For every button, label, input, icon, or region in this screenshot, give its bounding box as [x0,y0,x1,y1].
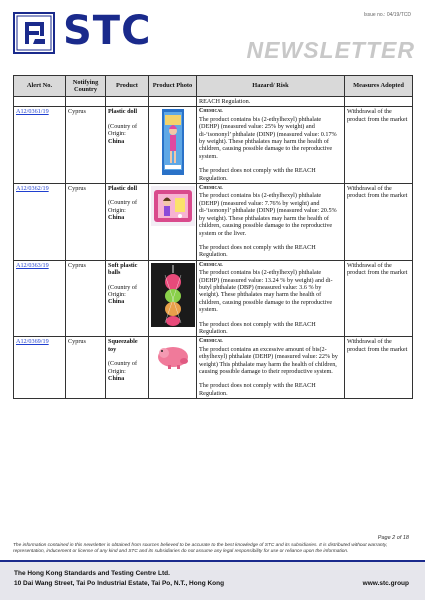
balls-net-photo [151,263,195,327]
stc-emblem-icon [13,12,55,54]
photo-cell [149,184,197,261]
origin-label: (Country of Origin: [108,199,138,214]
alert-link[interactable]: A12/0362/19 [16,185,49,193]
origin-label: (Country of Origin: [108,283,138,298]
page-number: Page 2 of 18 [377,535,409,541]
measures-cell: Withdrawal of the product from the market [345,337,413,399]
measures-cell: Withdrawal of the product from the market [345,107,413,184]
alert-cell [14,107,66,184]
origin-value: China [108,375,125,382]
hazard-compliance: The product does not comply with the REACH Regulation. [199,382,316,397]
origin-label: (Country of Origin: [108,360,138,375]
issue-number: Issue no.: 04/19/TCD [363,12,411,18]
doll-package-photo [151,186,195,226]
product-name: Squeezable toy [108,338,138,353]
doll-box-photo [162,109,184,175]
hazard-category: Chemical [199,185,223,192]
hazard-cell [197,107,345,184]
column-header-product: Product [106,76,149,97]
hazard-category: Chemical [199,338,223,345]
origin-label: (Country of Origin: [108,122,138,138]
photo-cell [149,260,197,337]
country-cell: Cyprus [66,337,106,399]
product-cell [106,107,149,184]
continuation-row [14,97,413,107]
footer-address: 10 Dai Wang Street, Tai Po Industrial Estate, Tai Po, N.T., Hong Kong [14,580,225,587]
hazard-category: Chemical [199,261,223,268]
column-header-hazard: Hazard/ Risk [197,76,345,97]
table-row [14,260,413,337]
product-cell [106,184,149,261]
table-row [14,107,413,184]
column-header-measures: Measures Adopted [345,76,413,97]
continuation-text: REACH Regulation. [197,97,345,107]
product-name: Plastic doll [108,185,138,193]
hazard-compliance: The product does not comply with the REACH Regulation. [199,167,316,182]
table-row [14,337,413,399]
alert-link[interactable]: A12/0363/19 [16,261,49,269]
footer-website[interactable]: www.stc.group [362,580,409,587]
product-name: Plastic doll [108,108,138,116]
disclaimer-text: The information contained in this newsletter is obtained from sources believed to be accurate to the best knowledge of STC and its subsidiaries. It is distributed without warranty, representation, inducement or license of any kind and STC and its subsidiaries do not assume any legal responsibility for use or reliance upon the information. [13,543,388,554]
hazard-text: The product contains bis (2-ethylhexyl) phthalate (DEHP) (measured value: 13.24 % by weight) and di-butyl phthalate (DBP) (measured value: 3.6 % by weight). These phthalates may harm the health of children, causing possible damage to the reproductive system. [199,269,333,314]
hazard-cell [197,184,345,261]
alert-cell [14,260,66,337]
brand-text: STC [63,8,152,54]
column-header-photo: Product Photo [149,76,197,97]
country-cell: Cyprus [66,260,106,337]
hazard-text: The product contains an excessive amount of bis(2-ethylhexyl) phthalate (DEHP) (measured value: 22% by weight) This phthalate may harm the health of children, causing possible damage to their reproductive system. [199,345,338,375]
photo-cell [149,107,197,184]
stc-logo [13,8,213,54]
hazard-cell [197,260,345,337]
origin-value: China [108,214,125,222]
country-cell: Cyprus [66,184,106,261]
hazard-text: The product contains bis (2-ethylhexyl) phthalate (DEHP) (measured value: 7.76% by weight) and di-‘isononyl’ phthalate (DINP) (measured value: 20.5% by weight). These phthalates may harm the health of children, causing possible damage to the reproductive system or the liver. [199,192,337,237]
alert-link[interactable]: A12/0361/19 [16,108,49,116]
alerts-table [13,75,413,399]
newsletter-title: NEWSLETTER [246,37,415,63]
squeeze-toy-photo [153,339,193,371]
hazard-cell [197,337,345,399]
hazard-category: Chemical [199,108,223,115]
hazard-compliance: The product does not comply with the REACH Regulation. [199,243,316,259]
product-cell [106,337,149,399]
column-header-alert-no: Alert No. [14,76,66,97]
measures-cell: Withdrawal of the product from the market [345,260,413,337]
alert-cell [14,337,66,399]
product-cell [106,260,149,337]
table-row [14,184,413,261]
measures-cell: Withdrawal of the product from the market [345,184,413,261]
origin-value: China [108,137,125,145]
footer-company: The Hong Kong Standards and Testing Centre Ltd. [14,570,170,577]
product-name: Soft plastic balls [108,261,138,277]
alert-cell [14,184,66,261]
photo-cell [149,337,197,399]
table-header-row [14,76,413,97]
alert-link[interactable]: A12/0369/19 [16,338,49,346]
column-header-country: Notifying Country [66,76,106,97]
hazard-compliance: The product does not comply with the REACH Regulation. [199,320,316,335]
origin-value: China [108,298,125,306]
country-cell: Cyprus [66,107,106,184]
hazard-text: The product contains bis (2-ethylhexyl) phthalate (DEHP) (measured value: 25% by weight) and di-‘isononyl’ phthalate (DINP) (measured value: 0.17% by weight). These phthalates may harm the health of children, causing possible damage to the reproductive system. [199,115,337,160]
